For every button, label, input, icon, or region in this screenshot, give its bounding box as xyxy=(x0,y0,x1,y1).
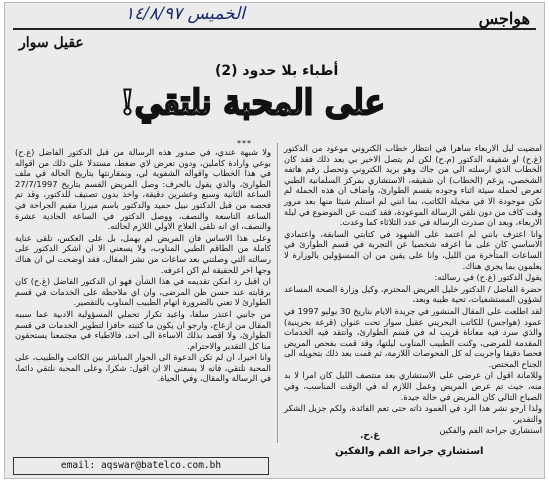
paragraph: وعلى هذا الاساس فان المريض لم يهمل، بل على العكس، تلقى عناية كاملة من الطاقم الطبي المناوب، ولا يسعني الا ان اشكر الدكتور على رسالته التي وصلتني بعد ساعات من نشر المقال، فقد اوضحت لي ان هناك وجها اخر للحقيقة لم اكن اعرفه. xyxy=(15,232,271,275)
header-rule xyxy=(13,28,536,30)
paragraph: وانا اخيرا، ان لم تكن الدعوة الى الحوار المباشر بين الكاتب والطبيب، على المحبة نلتقي، فانه لا يسعني الا ان اقول: شكرا، وعلى المحبة نلتقي دائما، في الرسالة والمقال، وفي الحياة. xyxy=(15,352,271,384)
paragraph: يقول الدكتور (غ.ح) في رسالته: xyxy=(434,272,542,283)
paragraph: امضيت ليل الاربعاء ساهرا في انتظار خطاب الكتروني موعود من الدكتور (غ.ح) او شقيقه الدكتور (م.ح) لكن لم يتصل الاخير بي بعد ذلك فقد كان الخطاب الذي ارسلته الي من جاك وهو بريد الكتروني وتحصل رقم هاتفه الشخصي، يزعم (الخطاب) ان شقيقه، الاستشاري بمركز السلمانية الطبي تعرض لحملة سيئة اثناء وجوده بقسم الطوارئ، واضاف ان هذه الحملة لم تكن موجودة الا في مخيلة الكاتب، بما انني لم استلم شيئا منها بعد مرور وقت كاف من دون تلقي الرسالة الموعودة، فقد كتبت عن الموضوع في ليلة الاربعاء، وبعد ان صدرت الرسالة في عدد الثلاثاء كما وعدت. xyxy=(284,143,542,228)
headline: على المحبة نلتقي! xyxy=(120,83,385,123)
section-separator: *** xyxy=(237,139,252,148)
column-name: هواجس xyxy=(478,9,530,28)
series-title: أطباء بلا حدود (2) xyxy=(215,63,339,79)
paragraph: استشاري جراحة الفم والفكين xyxy=(439,425,542,436)
signature-title: استشاري جراحة الفم والفكين xyxy=(335,446,484,457)
paragraph: وللامانة اقول ان عرضي على الاستشاري بعد منتصف الليل كان امرا لا بد منه، حيث تم عرض المريض وعمل اللازم له في الوقت المناسب، وفي الصباح التالي كان المريض في حالة جيدة. xyxy=(284,370,542,402)
signature-initials: غ.ح. xyxy=(360,431,380,441)
paragraph: لقد اطلعت على المقال المنشور في جريدة الايام بتاريخ 30 يوليو 1997 في عمود (هواجس) للكاتب البحريني عقيل سوار تحت عنوان (قرعة بحرينية) والذي سرد فيه معاناة قريب له في قسم الطوارئ، وانتقد فيه الخدمات المقدمة للمرضى، وكنت الطبيب المناوب ليلتها، وقد قمت بفحص المريض فحصا دقيقا واجريت له كل الفحوصات اللازمة، ثم قمت بعد ذلك بتحويله الى الجناح المختص. xyxy=(284,305,542,369)
article-left-column xyxy=(15,147,271,437)
paragraph: ولذا ارجو نشر هذا الرد في العمود ذاته حتى تعم الفائدة، ولكم جزيل الشكر والتقدير، xyxy=(284,403,542,424)
paragraph: وانا اعترف بانني لم اعتمد على الشهود في كتابتي السابقة، واعتمادي الاساسي كان على ما اعرفه شخصيا عن التجربة في قسم الطوارئ في الساعات المتأخرة من الليل، وانا على يقين من ان المسؤولين بالوزارة لا يعلمون بما يجري هناك. xyxy=(284,228,542,271)
paragraph: من جانبي اعتذر سلفا، واعيد تكرار تحملي المسؤولية الادبية عما سببه المقال من ازعاج، وارجو ان يكون ما كتبته حافزا لتطوير الخدمات في قسم الطوارئ، ولا اقصد بذلك الاساءة الى احد، فالاطباء في مجتمعنا يستحقون منا كل التقدير والاحترام. xyxy=(15,308,271,351)
article-right-column xyxy=(284,143,542,436)
paragraph: ولا شبهة عندي، في صدور هذه الرسالة من قبل الدكتور الفاضل (غ.ح) بوعي وارادة كاملين، ودون تعرض لاي ضغط، مستدلا على ذلك من اقواله في هذا الخطاب واقواله الشفوية لي، وبمقارنتها بتاريخ الحالة في ملف الطوارئ، والذي يقول بالحرف: وصل المريض القسم بتاريخ 27/7/1997 الساعة الثانية وسبع وعشرين دقيقة، واخذ بدون تصنيف للدكتور، وقد تم فحصه من قبل الدكتور نبيل حميد والدكتور باسم ميرزا مقيم الجراحة في الساعة التاسعة والنصف، ووصل الدكتور في الساعة الحادية عشرة والنصف، اي انه تلقى العلاج الاولي اللازم لحالته. xyxy=(15,147,271,232)
author-name: عقيل سوار xyxy=(19,35,84,51)
column-divider xyxy=(277,143,278,443)
paragraph: حضرة الفاضل / الدكتور خليل العريض المحترم، وكيل وزارة الصحة المساعد لشؤون المستشفيات، تحية طيبة وبعد، xyxy=(284,283,542,305)
newspaper-clipping xyxy=(4,2,545,479)
paragraph: ان اقبل رد امكن تقديمه في هذا الشأن فهو ان الدكتور الفاضل (غ.ح) كان برقابته عند حسن ظن المرضى، وان اي ملاحظة على الخدمات في قسم الطوارئ لا تعني بالضرورة اتهام الطبيب المناوب بالتقصير. xyxy=(15,276,271,308)
author-email: email: aqswar@batelco.com.bh xyxy=(13,457,269,475)
handwritten-date: الخميس ١٤/٨/٩٧ xyxy=(125,4,246,24)
